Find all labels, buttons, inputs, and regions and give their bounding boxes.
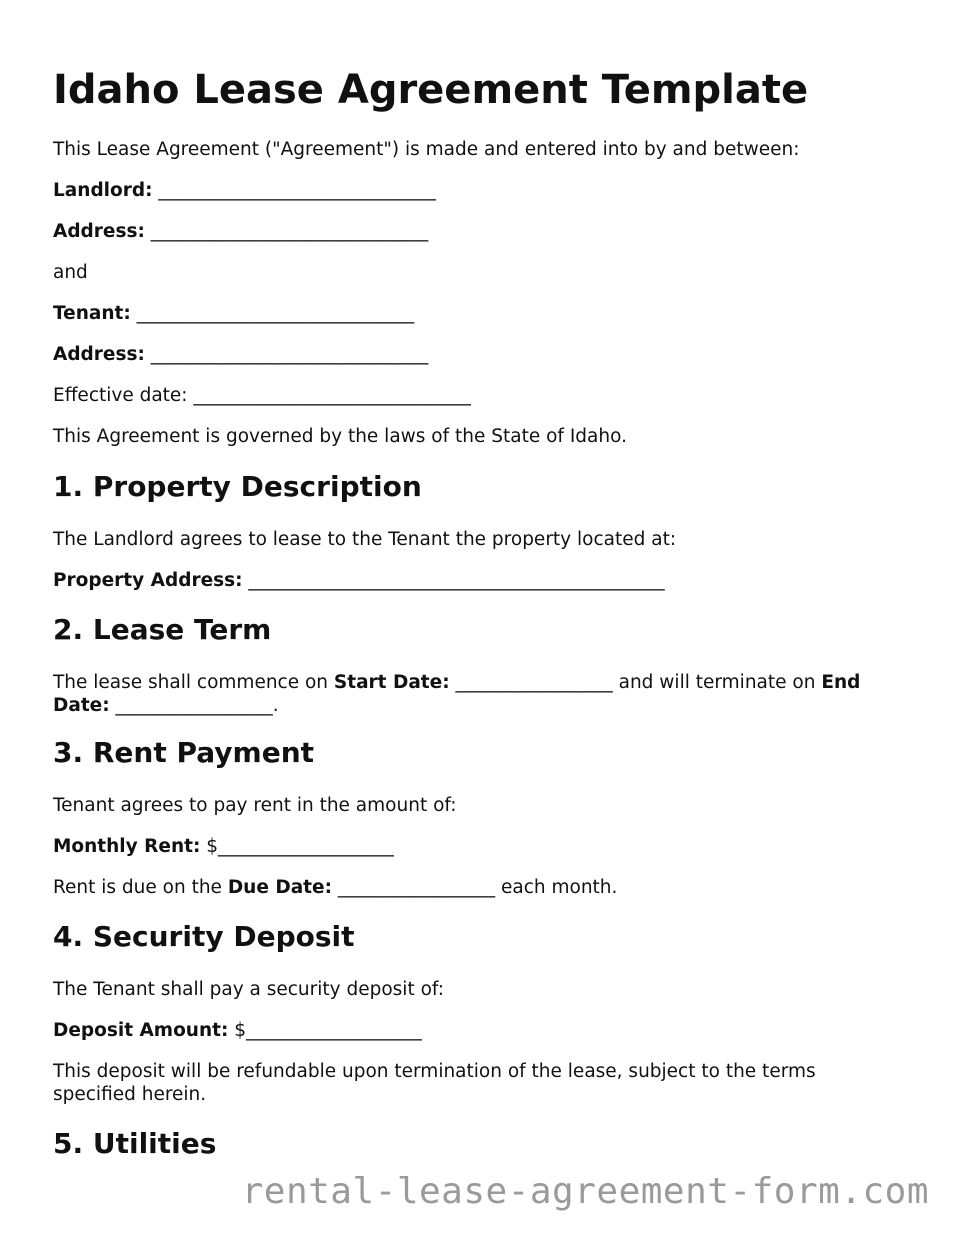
property-address-blank: _____________________________________________ xyxy=(242,570,665,591)
section-4-heading: 4. Security Deposit xyxy=(53,920,355,953)
end-date-blank: _________________. xyxy=(109,695,279,716)
site-watermark: rental-lease-agreement-form.com xyxy=(241,1171,929,1212)
end-date-label: End Date: xyxy=(53,672,861,716)
lease-term-text xyxy=(53,671,893,717)
governing-law-text: This Agreement is governed by the laws of the State of Idaho. xyxy=(53,426,627,447)
property-address-line xyxy=(53,569,665,592)
tenant-address-label: Address: xyxy=(53,344,145,365)
and-text: and xyxy=(53,262,88,283)
lease-term-prefix: The lease shall commence on xyxy=(53,672,334,693)
document-title: Idaho Lease Agreement Template xyxy=(53,67,809,113)
landlord-address-blank: ______________________________ xyxy=(144,221,429,242)
tenant-address-line xyxy=(53,343,428,366)
landlord-address-line xyxy=(53,220,428,243)
start-date-blank: _________________ and will terminate on xyxy=(449,672,822,693)
section-4-text: The Tenant shall pay a security deposit of: xyxy=(53,979,444,1000)
due-date-blank: _________________ each month. xyxy=(331,877,618,898)
due-date-line xyxy=(53,876,617,899)
deposit-amount-line xyxy=(53,1019,422,1042)
deposit-amount-blank: $___________________ xyxy=(228,1020,422,1041)
tenant-address-blank: ______________________________ xyxy=(144,344,429,365)
landlord-address-label: Address: xyxy=(53,221,145,242)
start-date-label: Start Date: xyxy=(333,672,450,693)
section-3-heading: 3. Rent Payment xyxy=(53,736,315,769)
landlord-label: Landlord: xyxy=(53,180,153,201)
tenant-line xyxy=(53,302,414,325)
monthly-rent-line xyxy=(53,835,394,858)
landlord-blank: ______________________________ xyxy=(152,180,436,201)
property-address-label: Property Address: xyxy=(53,570,243,591)
section-5-heading: 5. Utilities xyxy=(53,1127,217,1160)
section-1-heading: 1. Property Description xyxy=(53,470,422,503)
tenant-blank: ______________________________ xyxy=(130,303,415,324)
monthly-rent-label: Monthly Rent: xyxy=(53,836,201,857)
section-3-text: Tenant agrees to pay rent in the amount of: xyxy=(53,795,457,816)
intro-text: This Lease Agreement ("Agreement") is made and entered into by and between: xyxy=(53,139,800,160)
deposit-refund-text: This deposit will be refundable upon termination of the lease, subject to the terms specified herein. xyxy=(53,1061,816,1105)
section-2-heading: 2. Lease Term xyxy=(53,613,272,646)
effective-date-line: Effective date: ______________________________ xyxy=(53,385,471,406)
deposit-amount-label: Deposit Amount: xyxy=(53,1020,229,1041)
due-date-label: Due Date: xyxy=(227,877,332,898)
section-1-text: The Landlord agrees to lease to the Tenant the property located at: xyxy=(53,529,677,550)
monthly-rent-blank: $___________________ xyxy=(200,836,394,857)
tenant-label: Tenant: xyxy=(53,303,131,324)
landlord-line xyxy=(53,179,436,202)
due-date-prefix: Rent is due on the xyxy=(53,877,228,898)
